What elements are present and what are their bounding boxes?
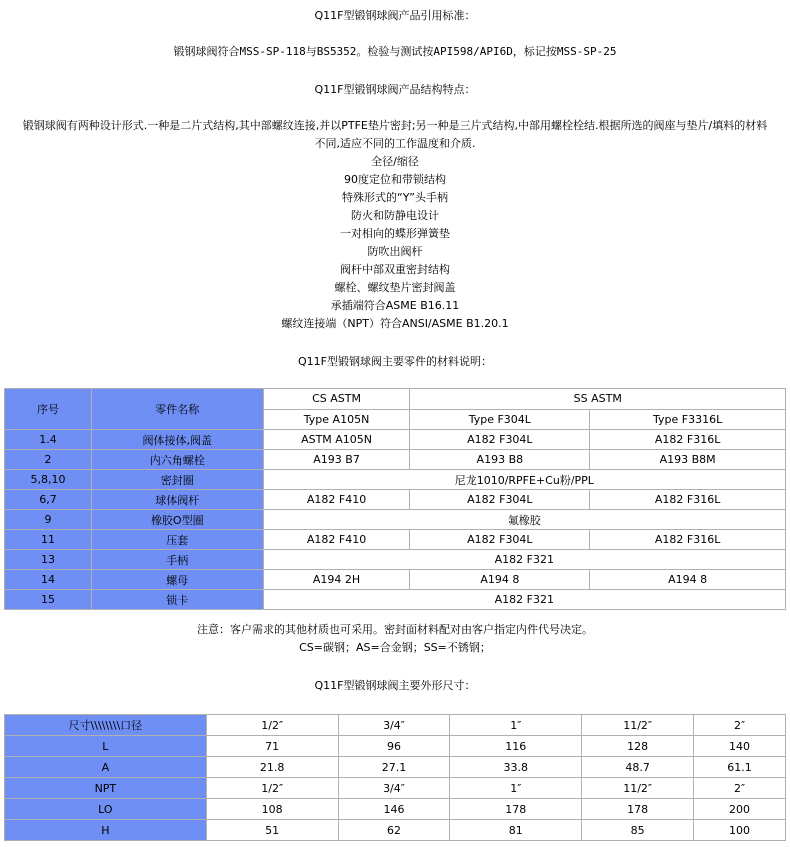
table-row [5,450,786,470]
dim-value: 108 [206,799,338,820]
feature-item: 一对相向的蝶形弹簧垫 [340,227,450,240]
table-row [5,490,786,510]
row-no: 11 [5,530,92,550]
dim-value: 33.8 [450,757,582,778]
feature-item: 螺栓、螺纹垫片密封阀盖 [334,281,456,294]
dimensions-table [4,714,786,841]
dim-value: 3/4″ [338,778,450,799]
row-no: 9 [5,510,92,530]
feature-item: 防火和防静电设计 [351,209,439,222]
dim-header-label: 尺寸\\\\\\\\口径 [5,715,207,736]
dim-size-header: 3/4″ [338,715,450,736]
dim-value: 100 [694,820,786,841]
note: 注意：客户需求的其他材质也可采用。密封面材料配对由客户指定内件代号决定。 [197,623,593,636]
dim-value: 2″ [694,778,786,799]
row-part-name: 密封圈 [91,470,263,490]
heading-materials: Q11F型锻钢球阀主要零件的材料说明： [298,355,492,368]
dim-value: 85 [582,820,694,841]
row-no: 14 [5,570,92,590]
table-row [5,757,786,778]
dim-value: 51 [206,820,338,841]
row-material-all: 尼龙1010/RPFE+Cu粉/PPL [263,470,785,490]
feature-item: 90度定位和带锁结构 [344,173,446,186]
row-part-name: 球体阀杆 [91,490,263,510]
heading-dimensions: Q11F型锻钢球阀主要外形尺寸： [314,679,476,692]
dim-size-header: 11/2″ [582,715,694,736]
dim-size-header: 1/2″ [206,715,338,736]
materials-table [4,388,786,610]
table-row [5,550,786,570]
dim-value: 61.1 [694,757,786,778]
row-part-name: 内六角螺栓 [91,450,263,470]
table-row [5,590,786,610]
dim-value: 96 [338,736,450,757]
row-material-cs: A182 F410 [263,530,410,550]
heading-standard: Q11F型锻钢球阀产品引用标准： [314,9,476,22]
table-row [5,778,786,799]
row-material-ss1: A182 F304L [410,430,590,450]
standard-text: 锻钢球阀符合MSS-SP-118与BS5352。检验与测试按API598/API6D，标记按MSS-SP-25 [173,45,617,58]
dim-value: 128 [582,736,694,757]
table-row [5,799,786,820]
table-row [5,510,786,530]
row-material-ss2: A182 F316L [590,490,786,510]
features-paragraph: 锻钢球阀有两种设计形式.一种是二片式结构,其中部螺纹连接,并以PTFE垫片密封;另一种是三片式结构,中部用螺栓栓结.根据所选的阀座与垫片/填料的材料不同,适应不同的工作温度和介质. [22,119,768,150]
row-material-ss2: A182 F316L [590,430,786,450]
dim-value: 200 [694,799,786,820]
row-material-all: A182 F321 [263,550,785,570]
dim-row-label: LO [5,799,207,820]
dim-value: 1″ [450,778,582,799]
feature-item: 特殊形式的“Y”头手柄 [342,191,448,204]
dim-size-header: 2″ [694,715,786,736]
feature-item: 阀杆中部双重密封结构 [340,263,450,276]
row-part-name: 手柄 [91,550,263,570]
dim-value: 11/2″ [582,778,694,799]
dim-row-label: L [5,736,207,757]
dim-value: 62 [338,820,450,841]
row-no: 6,7 [5,490,92,510]
dim-size-header: 1″ [450,715,582,736]
legend: CS=碳钢；AS=合金钢；SS=不锈钢； [299,641,491,654]
ss-type1-header: Type F304L [410,409,590,430]
dim-value: 81 [450,820,582,841]
dim-value: 146 [338,799,450,820]
cs-group-header: CS ASTM [263,389,410,410]
cs-type-header: Type A105N [263,409,410,430]
dim-value: 116 [450,736,582,757]
dim-value: 71 [206,736,338,757]
dim-value: 1/2″ [206,778,338,799]
dim-row-label: H [5,820,207,841]
feature-item: 防吹出阀杆 [367,245,423,258]
feature-item: 螺纹连接端（NPT）符合ANSI/ASME B1.20.1 [281,317,509,330]
dim-row-label: A [5,757,207,778]
dim-value: 178 [450,799,582,820]
table-row [5,736,786,757]
dim-value: 140 [694,736,786,757]
row-material-ss2: A182 F316L [590,530,786,550]
row-material-all: 氟橡胶 [263,510,785,530]
row-part-name: 压套 [91,530,263,550]
col-header-no: 序号 [5,389,92,430]
features-list [0,153,790,333]
row-material-cs: ASTM A105N [263,430,410,450]
dim-value: 21.8 [206,757,338,778]
table-row [5,530,786,550]
feature-item: 全径/缩径 [371,155,419,168]
table-row [5,430,786,450]
ss-group-header: SS ASTM [410,389,786,410]
row-material-cs: A193 B7 [263,450,410,470]
row-material-all: A182 F321 [263,590,785,610]
row-material-ss1: A193 B8 [410,450,590,470]
row-part-name: 阀体接体,阀盖 [91,430,263,450]
row-no: 5,8,10 [5,470,92,490]
row-no: 1.4 [5,430,92,450]
heading-features: Q11F型锻钢球阀产品结构特点： [314,83,476,96]
row-no: 13 [5,550,92,570]
row-material-ss2: A193 B8M [590,450,786,470]
row-no: 2 [5,450,92,470]
ss-type2-header: Type F3316L [590,409,786,430]
row-material-ss2: A194 8 [590,570,786,590]
dim-value: 48.7 [582,757,694,778]
dim-value: 27.1 [338,757,450,778]
row-material-cs: A182 F410 [263,490,410,510]
col-header-name: 零件名称 [91,389,263,430]
row-material-ss1: A194 8 [410,570,590,590]
row-material-cs: A194 2H [263,570,410,590]
row-part-name: 橡胶O型圈 [91,510,263,530]
dim-row-label: NPT [5,778,207,799]
row-material-ss1: A182 F304L [410,530,590,550]
row-no: 15 [5,590,92,610]
table-row [5,570,786,590]
row-material-ss1: A182 F304L [410,490,590,510]
feature-item: 承插端符合ASME B16.11 [330,299,460,312]
table-row [5,820,786,841]
row-part-name: 锁卡 [91,590,263,610]
dim-value: 178 [582,799,694,820]
table-row [5,470,786,490]
row-part-name: 螺母 [91,570,263,590]
